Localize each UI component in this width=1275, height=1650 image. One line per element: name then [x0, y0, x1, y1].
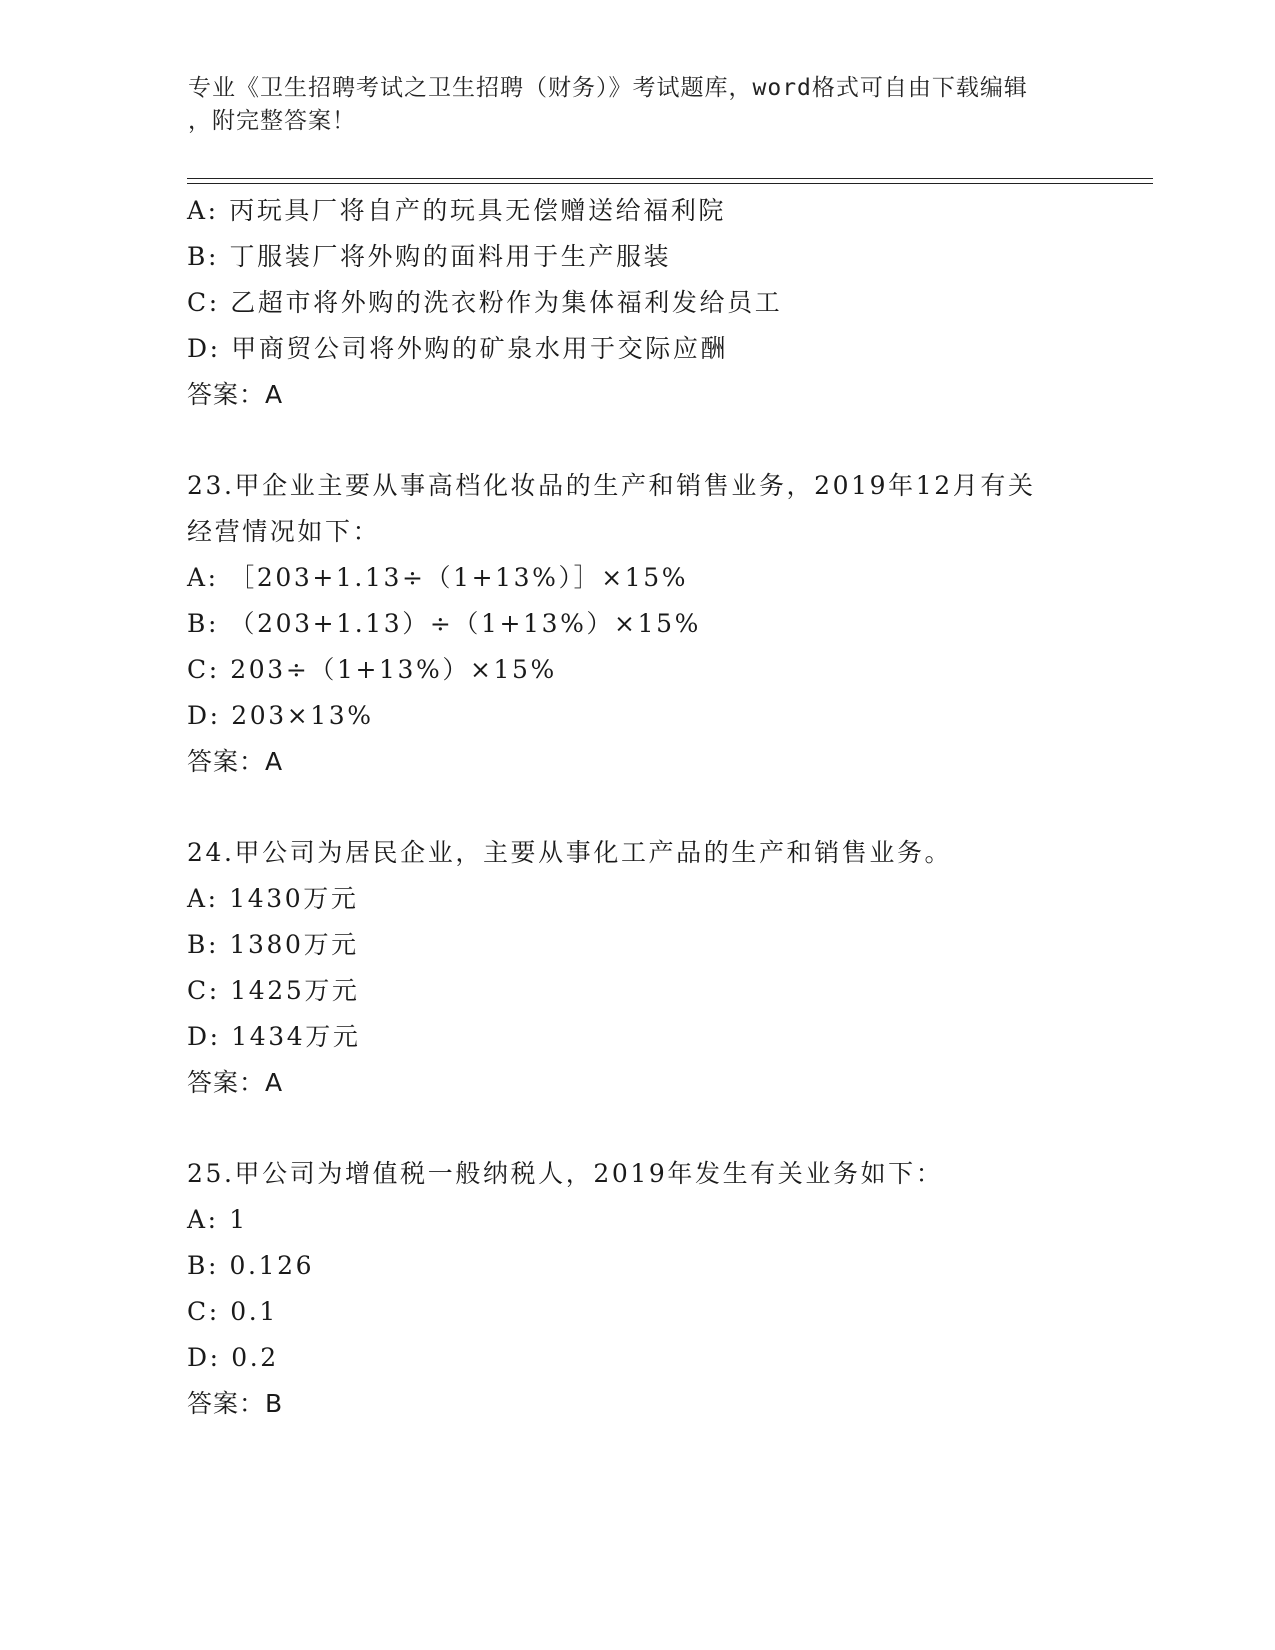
header-divider-top — [187, 178, 1153, 179]
option-a: A: ［203+1.13÷（1+13%）］×15% — [187, 563, 689, 592]
option-a: A: 1 — [187, 1205, 248, 1234]
option-c: C: 1425万元 — [187, 976, 360, 1005]
header-line-1: 专业《卫生招聘考试之卫生招聘（财务）》考试题库，word格式可自由下载编辑 — [188, 75, 1028, 101]
option-d: D: 1434万元 — [187, 1022, 361, 1051]
question-23-block — [187, 463, 1147, 785]
answer-line: 答案：A — [187, 747, 284, 776]
option-b: B: 1380万元 — [187, 930, 359, 959]
option-a: A: 丙玩具厂将自产的玩具无偿赠送给福利院 — [187, 196, 727, 225]
question-24-block — [187, 830, 1147, 1106]
header-line-2: ，附完整答案！ — [188, 108, 356, 134]
option-c: C: 203÷（1+13%）×15% — [187, 655, 557, 684]
option-b: B: （203+1.13）÷（1+13%）×15% — [187, 609, 701, 638]
option-c: C: 0.1 — [187, 1297, 278, 1326]
question-text: 23.甲企业主要从事高档化妆品的生产和销售业务，2019年12月有关 — [187, 471, 1036, 500]
option-d: D: 0.2 — [187, 1343, 279, 1372]
question-25-block — [187, 1151, 1147, 1427]
option-d: D: 甲商贸公司将外购的矿泉水用于交际应酬 — [187, 334, 729, 363]
option-b: B: 丁服装厂将外购的面料用于生产服装 — [187, 242, 672, 271]
option-a: A: 1430万元 — [187, 884, 359, 913]
question-text: 25.甲公司为增值税一般纳税人，2019年发生有关业务如下： — [187, 1159, 944, 1188]
option-c: C: 乙超市将外购的洗衣粉作为集体福利发给员工 — [187, 288, 783, 317]
answer-line: 答案：A — [187, 380, 284, 409]
header-divider-bottom — [187, 183, 1153, 184]
option-b: B: 0.126 — [187, 1251, 315, 1280]
answer-line: 答案：A — [187, 1068, 284, 1097]
question-text-continued: 经营情况如下： — [187, 517, 381, 546]
answer-line: 答案：B — [187, 1389, 284, 1418]
option-d: D: 203×13% — [187, 701, 374, 730]
question-22-block — [187, 188, 1147, 418]
document-header — [188, 72, 1088, 138]
question-text: 24.甲公司为居民企业，主要从事化工产品的生产和销售业务。 — [187, 838, 953, 867]
question-list — [187, 188, 1147, 1427]
